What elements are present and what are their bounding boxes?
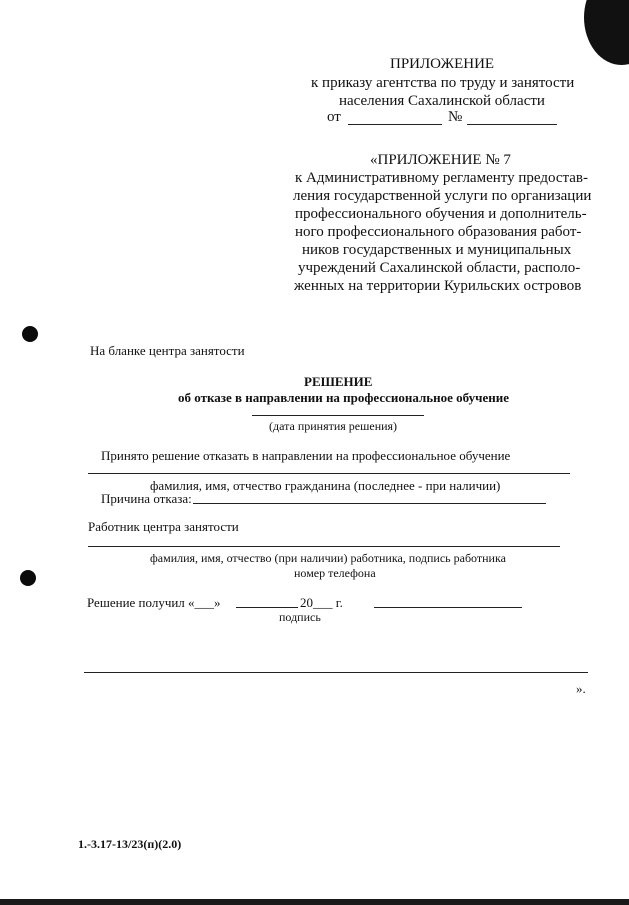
punch-hole-top <box>22 326 38 342</box>
header-number-blank <box>467 124 557 125</box>
worker-caption: фамилия, имя, отчество (при наличии) работника, подпись работника <box>150 551 506 565</box>
header-from-label: от <box>327 109 341 125</box>
letterhead-note: На бланке центра занятости <box>90 343 245 358</box>
decision-subtitle: об отказе в направлении на профессиональное обучение <box>178 390 509 405</box>
received-year-label: 20___ г. <box>300 595 343 610</box>
header-date-blank <box>348 124 442 125</box>
decision-date-caption: (дата принятия решения) <box>269 419 398 433</box>
punch-hole-bottom <box>20 570 36 586</box>
appendix-line-2: ления государственной услуги по организации <box>293 188 592 204</box>
appendix-title: «ПРИЛОЖЕНИЕ № 7 <box>370 152 511 168</box>
worker-blank <box>88 546 560 547</box>
appendix-line-6: учреждений Сахалинской области, располо- <box>298 260 581 276</box>
phone-caption: номер телефона <box>294 566 376 580</box>
received-label: Решение получил «___» <box>87 595 221 610</box>
header-title: ПРИЛОЖЕНИЕ <box>390 56 495 72</box>
appendix-line-4: ного профессионального образования работ- <box>295 224 582 240</box>
scan-corner-shadow <box>584 0 629 65</box>
decision-title: РЕШЕНИЕ <box>304 374 373 389</box>
reason-label: Причина отказа: <box>101 491 192 506</box>
scan-bottom-edge <box>0 899 629 905</box>
citizen-name-caption: фамилия, имя, отчество гражданина (последнее - при наличии) <box>150 478 501 493</box>
header-line-1: к приказу агентства по труду и занятости <box>311 75 575 91</box>
appendix-line-7: женных на территории Курильских островов <box>294 278 582 294</box>
header-number-label: № <box>448 109 463 125</box>
signature-caption: подпись <box>279 610 321 624</box>
decision-statement: Принято решение отказать в направлении на профессиональное обучение <box>101 448 511 463</box>
decision-date-blank <box>252 415 424 416</box>
appendix-line-3: профессионального обучения и дополнитель- <box>295 206 587 222</box>
closing-rule <box>84 672 588 673</box>
closing-quote: ». <box>576 681 586 696</box>
received-signature-blank <box>374 607 522 608</box>
appendix-line-1: к Административному регламенту предостав- <box>295 170 588 186</box>
worker-label: Работник центра занятости <box>88 519 239 534</box>
received-month-blank <box>236 607 298 608</box>
appendix-line-5: ников государственных и муниципальных <box>302 242 572 258</box>
citizen-name-blank <box>88 473 570 474</box>
reason-blank <box>193 503 546 504</box>
header-line-2: населения Сахалинской области <box>339 93 545 109</box>
document-code: 1.-3.17-13/23(п)(2.0) <box>78 837 182 851</box>
